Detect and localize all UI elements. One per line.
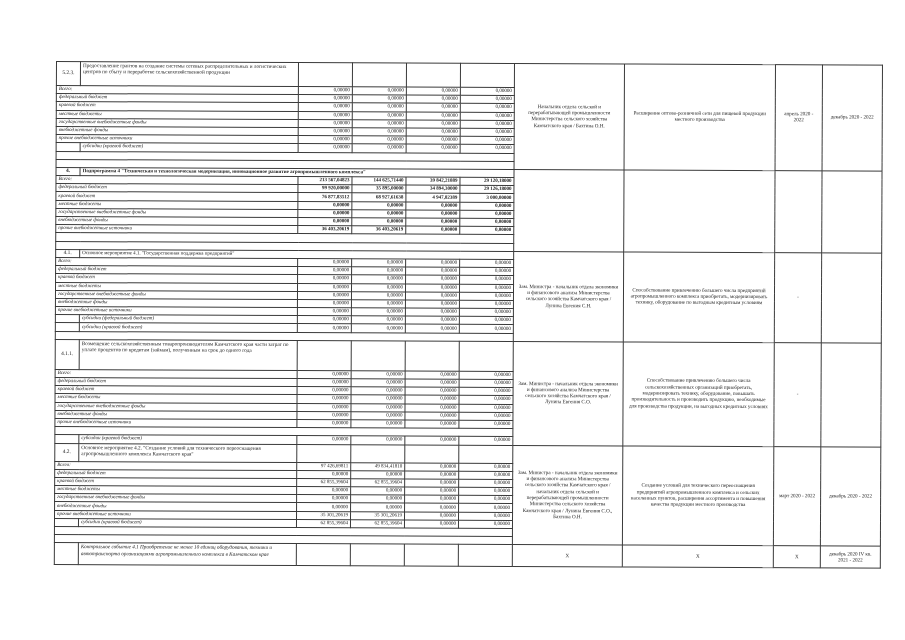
result-cell: Способствование привлечению большего числа предприятий агропромышленного комплекса приобретать, модернизировать технику, оборудование по выгодным кредитным условиям <box>623 252 774 343</box>
table-row: государственные внебюджетные фонды 0,00000 0,00000 0,00000 0,00000 <box>55 402 881 414</box>
table-row: внебюджетные фонды 0,00000 0,00000 0,00000 0,00000 <box>55 502 881 514</box>
table-row: внебюджетные фонды 0,00000 0,00000 0,00000 0,00000 <box>56 217 882 229</box>
table-row: федеральный бюджет 0,00000 0,00000 0,00000 0,00000 <box>55 377 881 389</box>
control-x-mark: Х <box>622 545 773 568</box>
row-label: федеральный бюджет <box>56 94 298 103</box>
control-end-date: декабрь 2020 IV кв. 2021 - 2022 <box>820 546 880 568</box>
table-row <box>56 62 882 90</box>
end-date-cell: декабрь 2020 - 2022 <box>820 446 880 546</box>
table-row: федеральный бюджет 0,00000 0,00000 0,00000 0,00000 <box>56 94 882 106</box>
row-label: прочие внебюджетные источники <box>56 135 298 144</box>
table-row: краевой бюджет 76 877,83512 68 927,61638 4 947,82389 3 000,00000 <box>56 192 882 204</box>
document-sheet <box>54 61 882 580</box>
result-cell: Способствование привлечению большего числа сельскохозяйственных организаций приобретать, модернизировать технику, оборудование, повышать производительность и производить продукцию, необходимые для производства продукции, на выгодных кредитных условиях <box>623 342 774 446</box>
table-row: государственные внебюджетные фонды 0,00000 0,00000 0,00000 0,00000 <box>55 290 881 302</box>
table-row: Всего: 0,00000 0,00000 0,00000 0,00000 <box>56 86 882 98</box>
table-row <box>54 543 880 569</box>
row-label: местные бюджеты <box>56 110 298 119</box>
control-x-mark: Х <box>512 545 622 567</box>
table-row: краевой бюджет 0,00000 0,00000 0,00000 0,00000 <box>56 274 882 286</box>
table-row: субсидии (краевой бюджет) 62 855,39604 62 855,39604 0,00000 0,00000 <box>54 518 880 530</box>
table-row: краевой бюджет 0,00000 0,00000 0,00000 0,00000 <box>56 102 882 114</box>
table-row: прочие внебюджетные источники 36 403,20619 36 403,20619 0,00000 0,00000 <box>56 225 882 237</box>
row-code: 5.2.3. <box>56 62 80 86</box>
row-title: Подпрограмма 4 "Техническая и технологическая модернизация, инновационное развитие агропромышленного комплекса" <box>80 167 514 177</box>
row-code: 4. <box>56 167 80 175</box>
table-row: Всего: 97 426,69811 49 834,41810 0,00000 0,00000 <box>55 461 881 473</box>
table-row: субсидии (краевой бюджет) 0,00000 0,00000 0,00000 0,00000 <box>56 143 882 155</box>
row-code: 4.1.1. <box>55 339 79 369</box>
row-label: внебюджетные фонды <box>56 126 298 135</box>
row-title: Предоставление грантов на создание системы сетевых распределительных и логистических центров по сбыту и переработке сельскохозяйственной продукции <box>80 62 298 87</box>
table-row: местные бюджеты 0,00000 0,00000 0,00000 0,00000 <box>55 486 881 498</box>
row-label: субсидии (краевой бюджет) <box>80 143 298 152</box>
table-row: внебюджетные фонды 0,00000 0,00000 0,00000 0,00000 <box>55 298 881 310</box>
row-label: государственные внебюджетные фонды <box>56 118 298 127</box>
start-date-cell: - <box>774 252 821 342</box>
start-date-cell: апрель 2020 - 2022 <box>775 65 822 171</box>
responsible-cell: Зам. Министра - начальник отдела экономики и финансового анализа Министерства сельского хозяйства Камчатского края / Лунина Евгения С.О. <box>513 341 623 445</box>
table-row: прочие внебюджетные источники 35 301,20619 35 301,20619 0,00000 0,00000 <box>55 510 881 522</box>
table-row: местные бюджеты 0,00000 0,00000 0,00000 0,00000 <box>56 110 882 122</box>
table-row: федеральный бюджет 0,00000 0,00000 0,00000 0,00000 <box>55 469 881 481</box>
row-title: Основное мероприятие 4.1. "Государственная поддержка предприятий" <box>80 249 514 259</box>
table-row: местные бюджеты 0,00000 0,00000 0,00000 0,00000 <box>55 282 881 294</box>
table-row: государственные внебюджетные фонды 0,00000 0,00000 0,00000 0,00000 <box>55 494 881 506</box>
control-event-title: Контрольное событие 4.1 Приобретение не менее 10 единиц оборудования, техники и автотранспорта организациями агропромышленного комплекса в Камчатском крае <box>78 543 296 566</box>
table-row: прочие внебюджетные источники 0,00000 0,00000 0,00000 0,00000 <box>56 135 882 147</box>
table-row: внебюджетные фонды 0,00000 0,00000 0,00000 0,00000 <box>55 410 881 422</box>
row-label: Всего: <box>56 86 298 95</box>
end-date-cell <box>821 253 881 343</box>
table-row: субсидии (краевой бюджет) 0,00000 0,00000 0,00000 0,00000 <box>55 435 881 447</box>
control-x-mark: Х <box>773 546 820 568</box>
responsible-cell: Зам. Министра - начальник отдела экономики и финансового анализа Министерства сельского хозяйства Камчатского края / Лунина Евгения С.Н. <box>513 251 623 342</box>
row-code: 4.1. <box>56 249 80 257</box>
table-row: внебюджетные фонды 0,00000 0,00000 0,00000 0,00000 <box>56 126 882 138</box>
result-cell: Создание условий для технического переоснащения предприятий агропромышленного комплекса и сельских населенных пунктов, расширения ассортимента и повышения качества продукции местного производства <box>622 445 773 546</box>
end-date-cell: декабрь 2020 - 2022 <box>822 65 882 171</box>
start-date-cell: - <box>774 342 821 446</box>
budget-table <box>54 61 883 569</box>
table-row: Всего: 0,00000 0,00000 0,00000 0,00000 <box>56 257 882 269</box>
table-row: федеральный бюджет 0,00000 0,00000 0,00000 0,00000 <box>56 266 882 278</box>
table-row: местные бюджеты 0,00000 0,00000 0,00000 0,00000 <box>55 394 881 406</box>
table-row: краевой бюджет 0,00000 0,00000 0,00000 0,00000 <box>55 386 881 398</box>
row-label: краевой бюджет <box>56 102 298 111</box>
table-row: прочие внебюджетные источники 0,00000 0,00000 0,00000 0,00000 <box>55 307 881 319</box>
table-row: субсидии (федеральный бюджет) 0,00000 0,00000 0,00000 0,00000 <box>55 315 881 327</box>
end-date-cell <box>821 343 881 447</box>
row-title: Основное мероприятие 4.2. "Создание условий для технического переоснащения агропромышленного комплекса Камчатского края" <box>79 443 297 462</box>
table-row: государственные внебюджетные фонды 0,00000 0,00000 0,00000 0,00000 <box>56 118 882 130</box>
table-row: государственные внебюджетные фонды 0,00000 0,00000 0,00000 0,00000 <box>56 208 882 220</box>
start-date-cell: март 2020 - 2022 <box>773 446 820 546</box>
table-row: краевой бюджет 62 855,39604 62 855,39604 0,00000 0,00000 <box>55 477 881 489</box>
table-row: местные бюджеты 0,00000 0,00000 0,00000 0,00000 <box>56 200 882 212</box>
row-code: 4.2. <box>55 443 79 461</box>
table-row: Всего: 0,00000 0,00000 0,00000 0,00000 <box>55 369 881 381</box>
responsible-cell: Зам. Министра - начальник отдела экономики и финансового анализа Министерства сельского хозяйства Камчатского края / начальник отдела сельской и перерабатывающей промышленности Министерства сельского хозяйства Камчатского края / Лунина Евгения С.О., Бахтина О.Н. <box>512 445 622 545</box>
table-row <box>55 339 881 373</box>
table-row: субсидии (краевой бюджет) 0,00000 0,00000 0,00000 0,00000 <box>55 323 881 335</box>
responsible-cell: Начальник отдела сельской и перерабатывающей промышленности Министерства сельского хозяйства Камчатского края / Бахтина О.Н. <box>514 64 624 170</box>
table-row: федеральный бюджет 99 920,00000 35 895,00000 34 894,30000 29 126,18000 <box>56 184 882 196</box>
table-row: прочие внебюджетные источники 0,00000 0,00000 0,00000 0,00000 <box>55 418 881 430</box>
table-row: Всего: 213 567,04823 144 625,71440 39 842,21889 29 120,18000 <box>56 176 882 188</box>
row-title: Возмещение сельскохозяйственным товаропроизводителям Камчатского края части затрат по уплате процентов по кредитам (займам), полученным на срок до одного года <box>79 339 297 370</box>
result-cell: Расширение оптово-розничной сети для пищевой продукции местного производства <box>624 64 775 171</box>
